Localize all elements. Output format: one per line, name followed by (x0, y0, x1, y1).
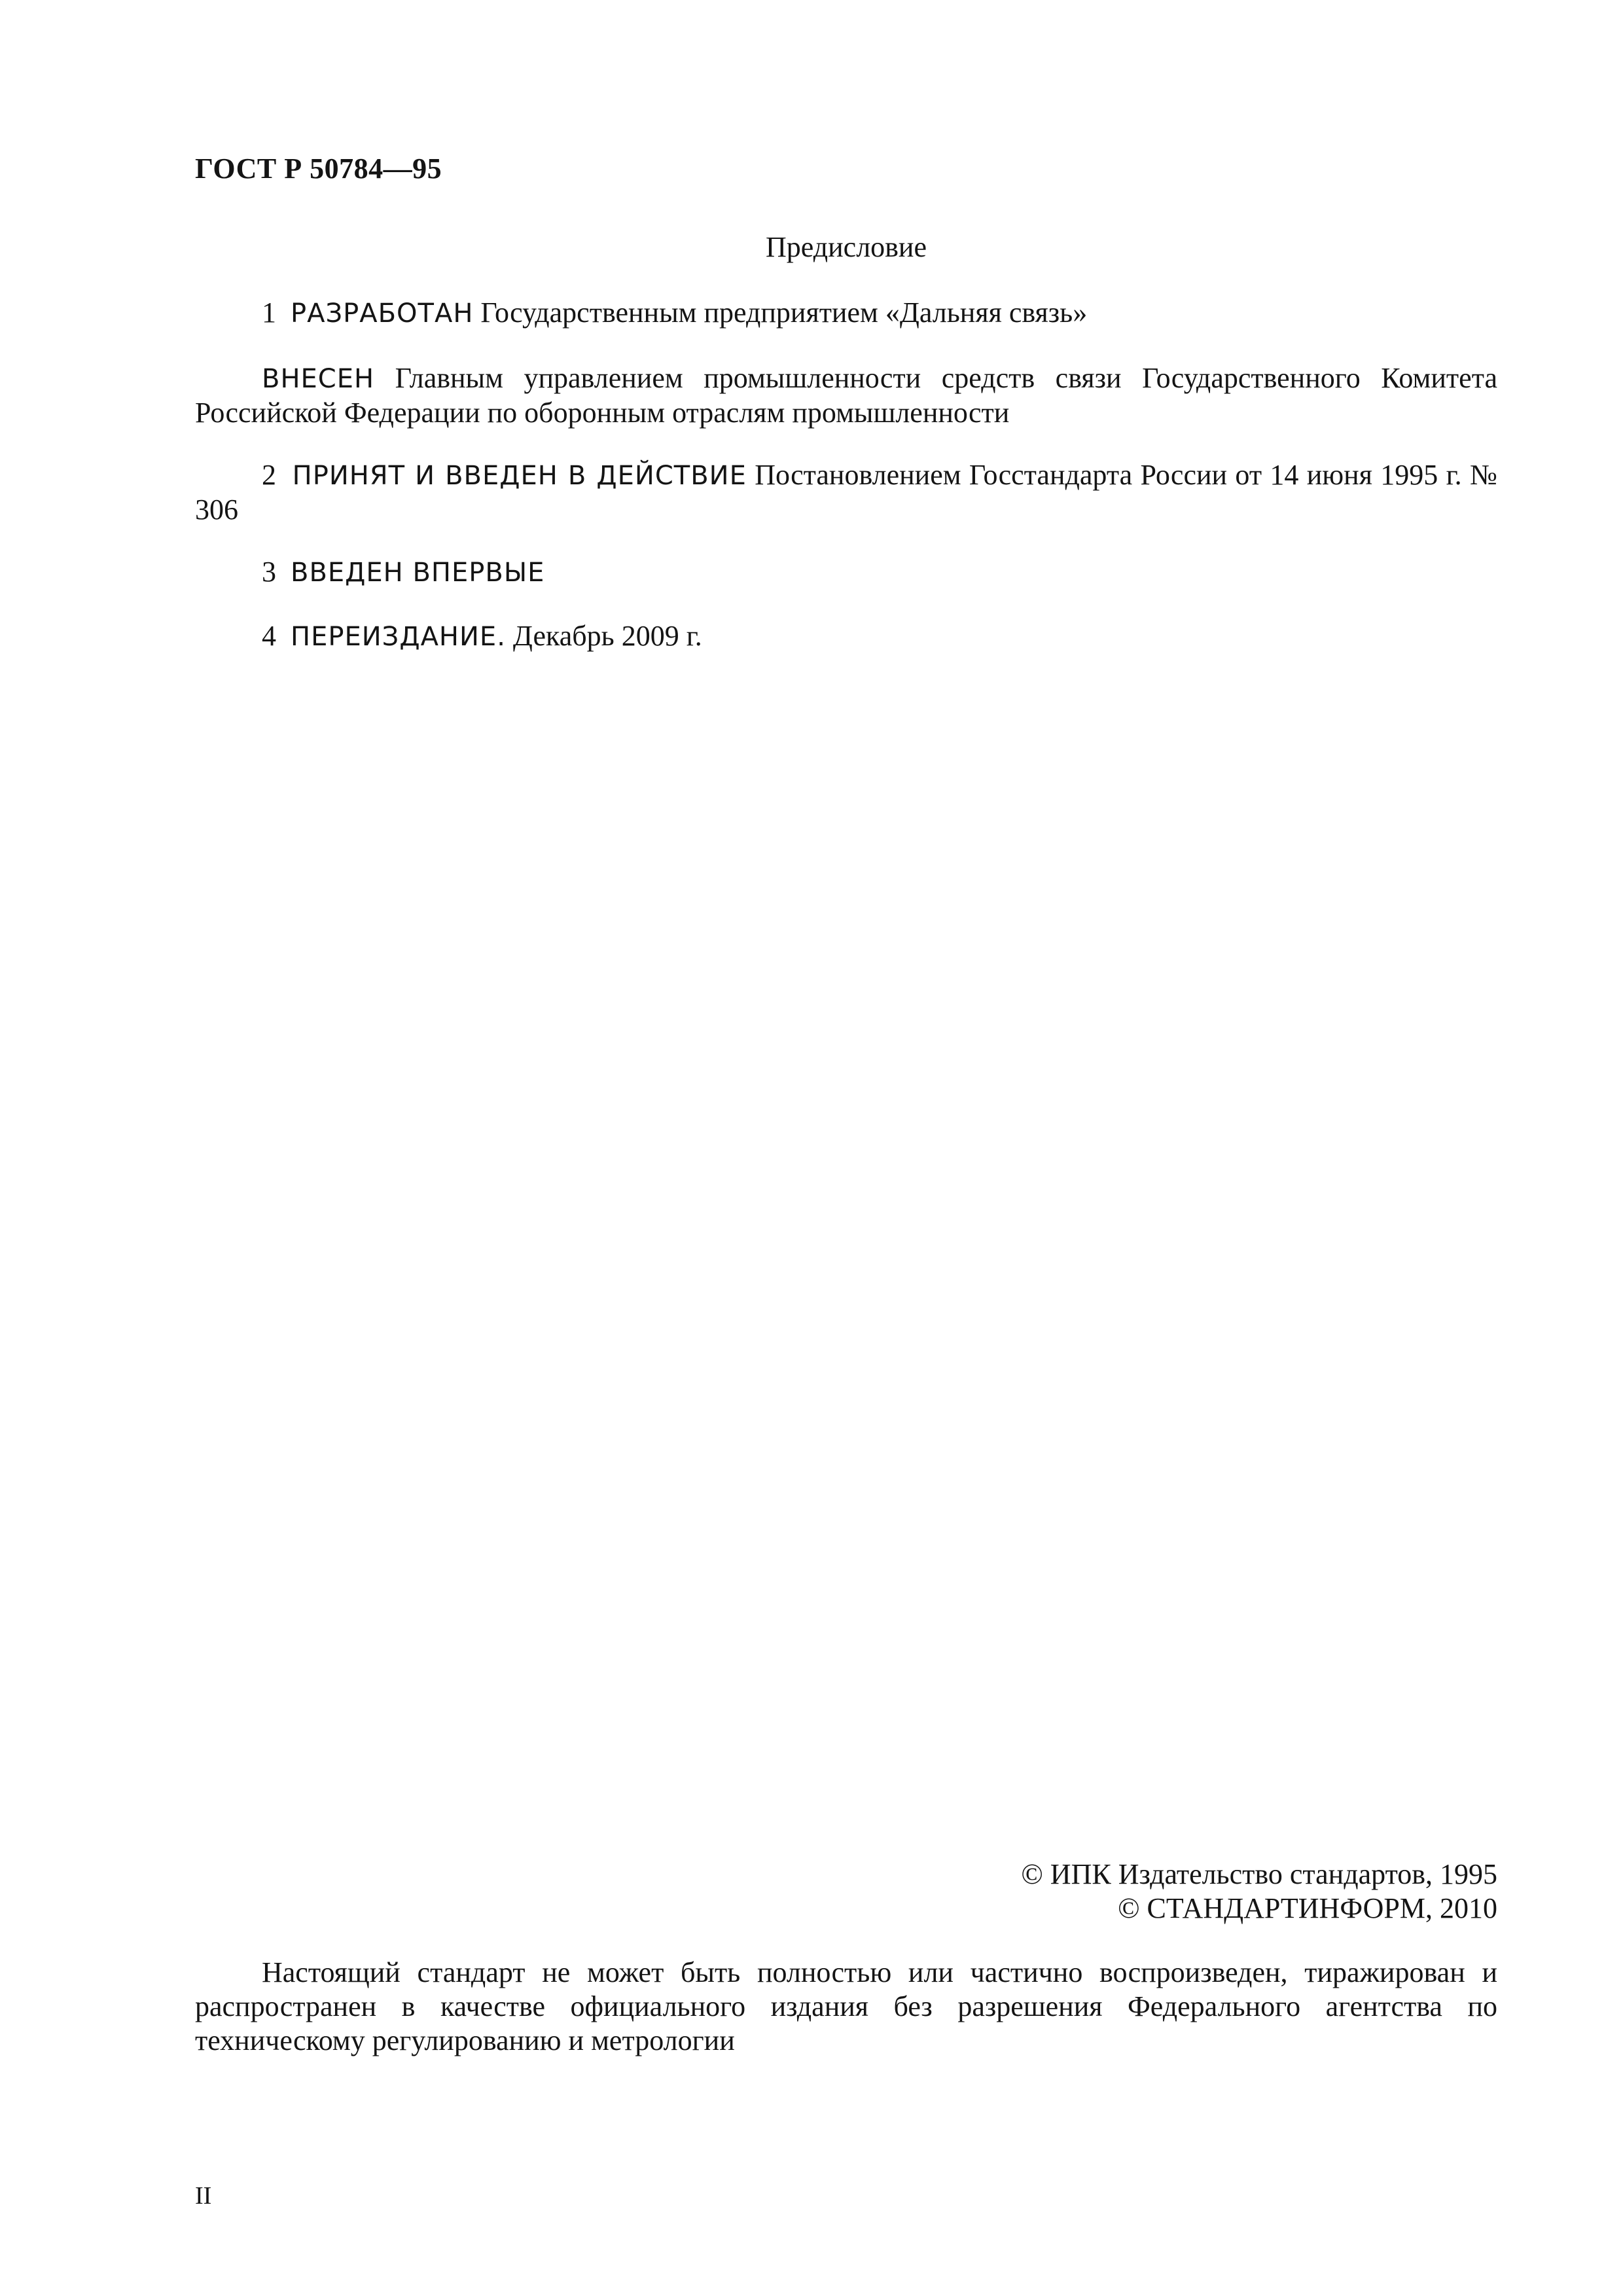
item-3-caps: ВВЕДЕН ВПЕРВЫЕ (291, 558, 545, 588)
foreword-item-4 (195, 619, 1497, 654)
item-4-number: 4 (262, 620, 276, 652)
item-1-caps: РАЗРАБОТАН (291, 298, 474, 329)
page-number: II (195, 2182, 212, 2210)
reproduction-notice: Настоящий стандарт не может быть полностью или частично воспроизведен, тиражирован и распространен в качестве официального издания без разрешения Федерального агентства по техническому регулированию и метрологии (195, 1956, 1497, 2056)
item-2-caps: ПРИНЯТ И ВВЕДЕН В ДЕЙСТВИЕ (292, 461, 747, 491)
item-1-number: 1 (262, 296, 276, 329)
foreword-title: Предисловие (766, 231, 927, 263)
item-1-text: Государственным предприятием «Дальняя связь» (480, 296, 1088, 329)
copyright-line-1: © ИПК Издательство стандартов, 1995 (1021, 1858, 1497, 1890)
item-3-number: 3 (262, 556, 276, 588)
foreword-item-1 (195, 296, 1497, 331)
item-1b-caps: ВНЕСЕН (262, 364, 375, 394)
foreword-item-3 (195, 555, 1497, 590)
item-2-text: Постановлением Госстандарта России от 14 июня 1995 г. № 306 (195, 459, 1497, 526)
copyright-line-2: © СТАНДАРТИНФОРМ, 2010 (1118, 1892, 1497, 1924)
item-4-text: Декабрь 2009 г. (512, 620, 702, 652)
foreword-item-1b (195, 361, 1497, 430)
item-1b-text: Главным управлением промышленности средств связи Государственного Комитета Российской Федерации по оборонным отраслям промышленности (195, 362, 1497, 429)
item-2-number: 2 (262, 459, 276, 491)
document-number: ГОСТ Р 50784—95 (195, 152, 442, 185)
item-4-caps: ПЕРЕИЗДАНИЕ. (291, 622, 506, 652)
foreword-item-2 (195, 458, 1497, 527)
